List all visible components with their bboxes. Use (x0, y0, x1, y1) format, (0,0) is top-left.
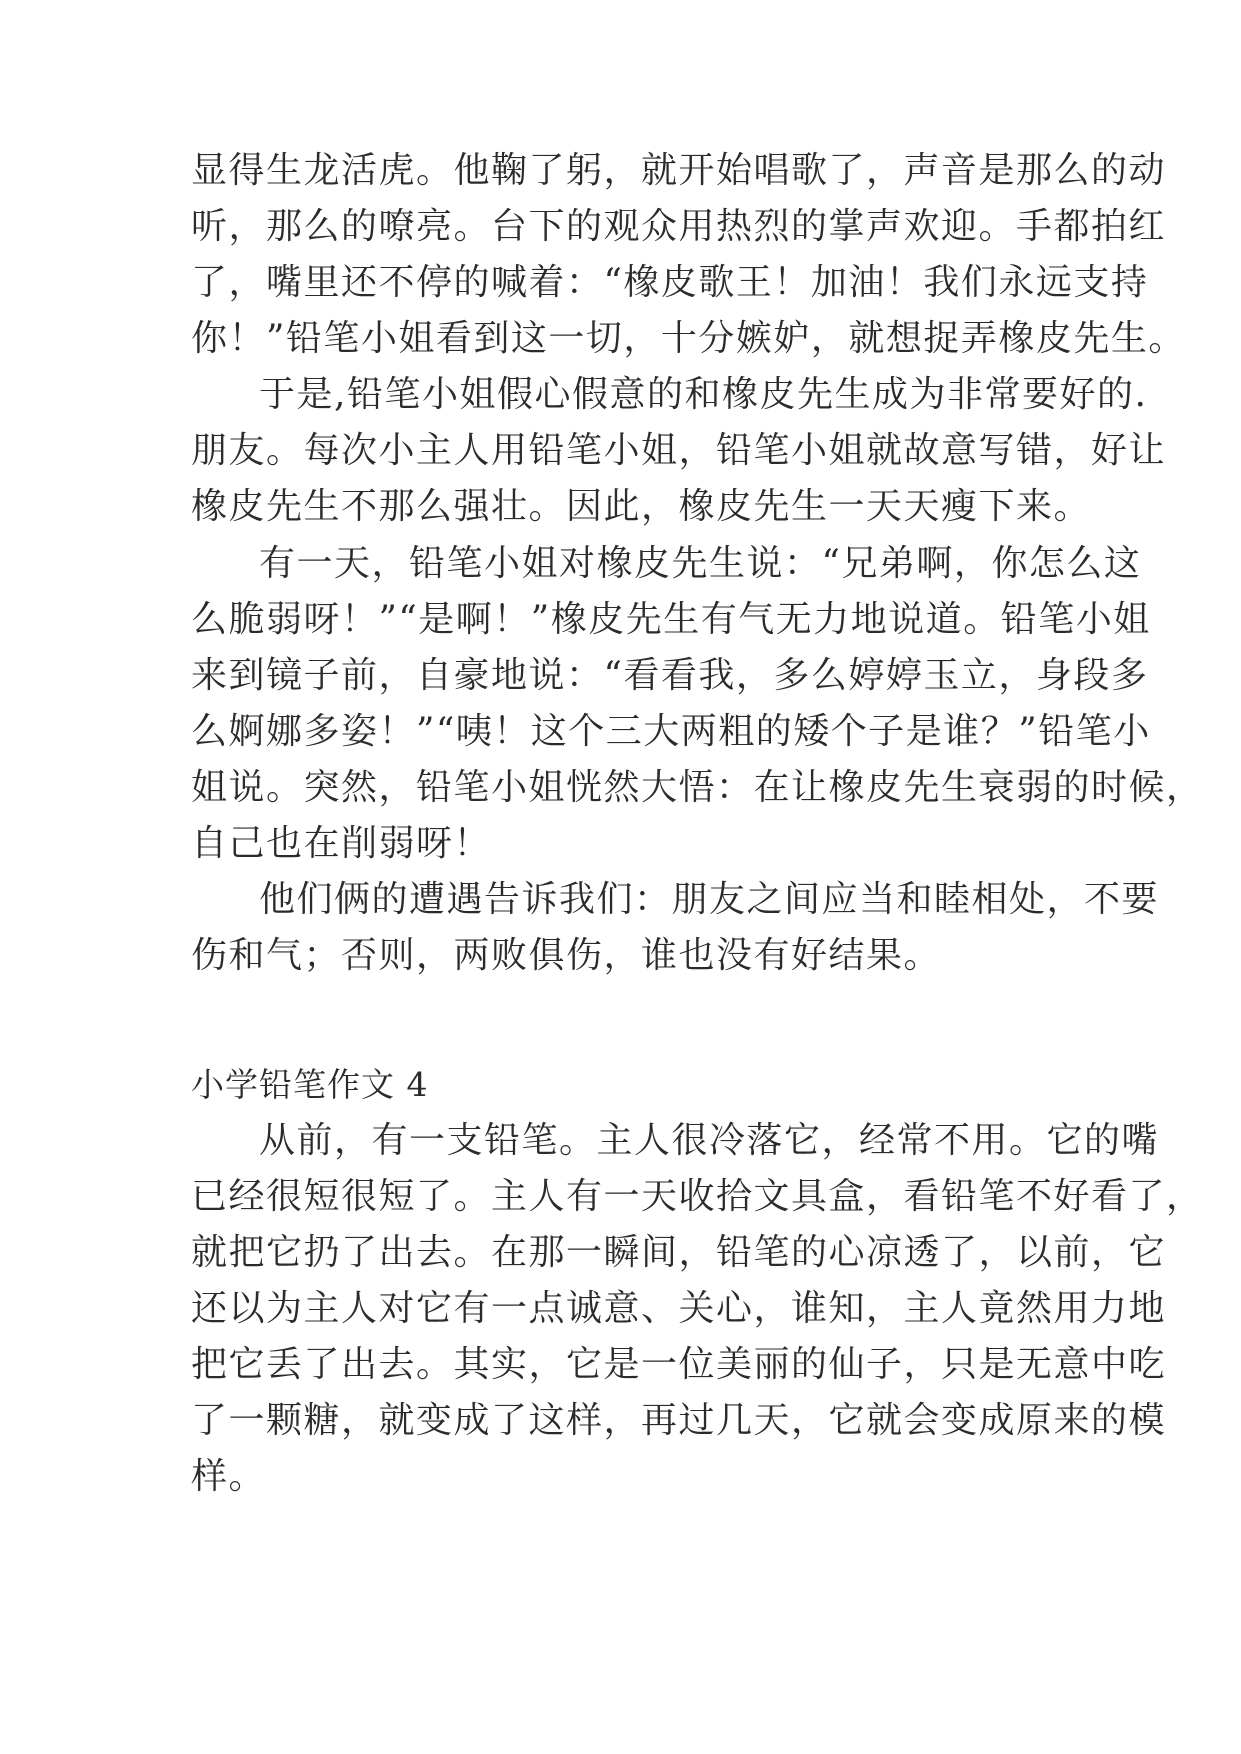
paragraph-first-line: 他们俩的遭遇告诉我们：朋友之间应当和睦相处，不要 (259, 879, 1160, 920)
text-line: 已经很短很短了。主人有一天收拾文具盒，看铅笔不好看了， (191, 1176, 1204, 1217)
text-line: 了，嘴里还不停的喊着：“橡皮歌王！加油！我们永远支持 (191, 262, 1149, 303)
text-line: 了一颗糖，就变成了这样，再过几天，它就会变成原来的模 (191, 1400, 1167, 1441)
text-line: 么脆弱呀！”“是啊！”橡皮先生有气无力地说道。铅笔小姐 (191, 599, 1151, 640)
paragraph-first-line: 有一天，铅笔小姐对橡皮先生说：“兄弟啊，你怎么这 (259, 543, 1142, 584)
text-line: 把它丢了出去。其实，它是一位美丽的仙子，只是无意中吃 (191, 1344, 1167, 1385)
section-heading: 小学铅笔作文 4 (191, 1065, 429, 1104)
text-line: 么婀娜多姿！”“咦！这个三大两粗的矮个子是谁？”铅笔小 (191, 711, 1151, 752)
paragraph-first-line: 于是,铅笔小姐假心假意的和橡皮先生成为非常要好的. (259, 374, 1148, 415)
text-line: 还以为主人对它有一点诚意、关心，谁知，主人竟然用力地 (191, 1288, 1167, 1329)
text-line: 你！”铅笔小姐看到这一切，十分嫉妒，就想捉弄橡皮先生。 (191, 318, 1186, 359)
text-line: 听，那么的嘹亮。台下的观众用热烈的掌声欢迎。手都拍红 (191, 206, 1167, 247)
text-line: 来到镜子前，自豪地说：“看看我，多么婷婷玉立，身段多 (191, 655, 1149, 696)
paragraph-first-line: 从前，有一支铅笔。主人很冷落它，经常不用。它的嘴 (259, 1120, 1160, 1161)
text-line: 姐说。突然，铅笔小姐恍然大悟：在让橡皮先生衰弱的时候， (191, 767, 1204, 808)
text-line: 伤和气；否则，两败俱伤，谁也没有好结果。 (191, 935, 942, 976)
text-line: 自己也在削弱呀！ (191, 823, 492, 864)
text-line: 就把它扔了出去。在那一瞬间，铅笔的心凉透了，以前，它 (191, 1232, 1167, 1273)
text-line: 朋友。每次小主人用铅笔小姐，铅笔小姐就故意写错，好让 (191, 430, 1167, 471)
text-line: 橡皮先生不那么强壮。因此，橡皮先生一天天瘦下来。 (191, 486, 1092, 527)
text-line: 显得生龙活虎。他鞠了躬，就开始唱歌了，声音是那么的动 (191, 150, 1167, 191)
text-line: 样。 (191, 1456, 267, 1497)
